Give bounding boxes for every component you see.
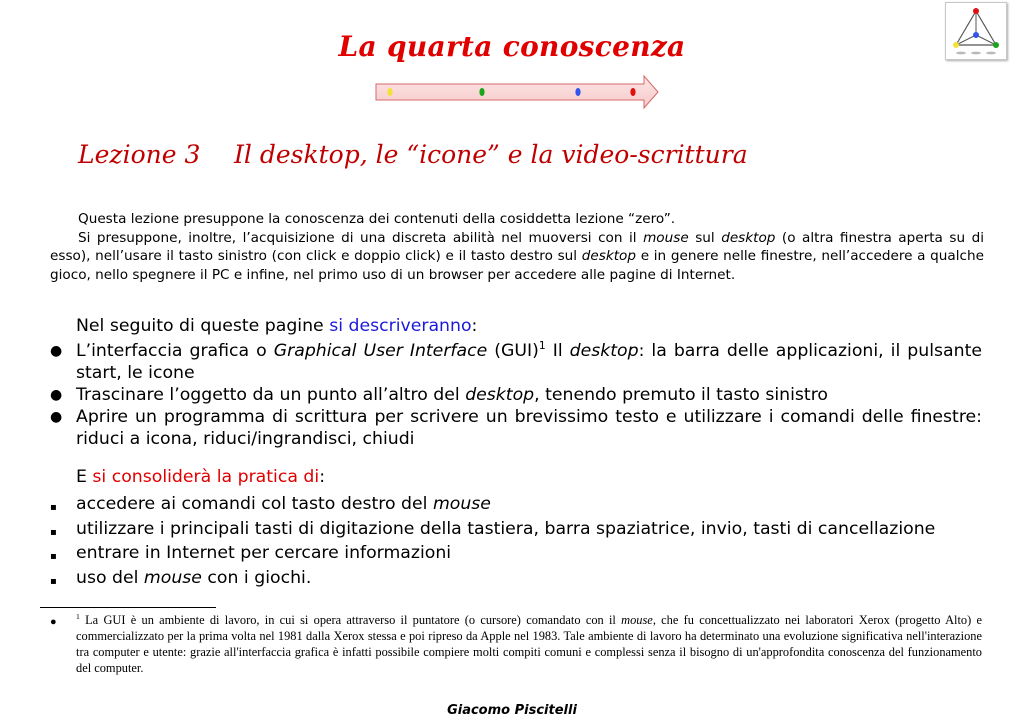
- list-item: ▪ accedere ai comandi col tasto destro del mouse: [50, 492, 982, 517]
- page-title: La quarta conoscenza: [338, 30, 686, 63]
- list-item: ▪ entrare in Internet per cercare informazioni: [50, 541, 982, 566]
- section1-highlight: si descriveranno: [329, 316, 472, 336]
- author-name: Giacomo Piscitelli: [447, 703, 577, 718]
- arrow-dot-red: [630, 88, 635, 96]
- section2-highlight: si consoliderà la pratica di: [92, 467, 320, 487]
- square-bullet-icon: ▪: [50, 575, 57, 587]
- footnote-separator: [40, 607, 216, 608]
- section2-lead: E si consoliderà la pratica di:: [76, 467, 326, 487]
- bullet-icon: ●: [50, 387, 63, 403]
- footnote-number: 1: [76, 611, 80, 621]
- bullet-icon: ●: [50, 616, 57, 628]
- lesson-number: Lezione 3: [78, 140, 201, 169]
- section1-list: [50, 340, 982, 450]
- lesson-heading: [78, 140, 748, 169]
- tetrahedron-logo-icon: [946, 3, 1006, 59]
- square-bullet-icon: ▪: [50, 502, 57, 513]
- arrow-dot-green: [479, 88, 484, 96]
- bullet-icon: ●: [50, 343, 63, 359]
- intro-paragraph-1: Questa lezione presuppone la conoscenza dei contenuti della cosiddetta lezione “zero”.: [78, 211, 676, 227]
- lesson-title: Il desktop, le “icone” e la video-scrittura: [234, 140, 748, 169]
- intro-paragraph-2: Si presuppone, inoltre, l’acquisizione di una discreta abilità nel muoversi con il mouse sul desktop (o altra finestra aperta su di esso), nell’usare il tasto sinistro (con click e doppio click) e il tasto destro sul desktop e in genere nelle finestre, nell’accedere a qualche gioco, nello spegnere il PC e infine, nel primo uso di un browser per accedere alle pagine di Internet.: [50, 229, 984, 283]
- intro-text: [50, 210, 984, 284]
- arrow-dot-yellow: [387, 88, 392, 96]
- square-bullet-icon: ▪: [50, 551, 57, 562]
- list-item: ● Aprire un programma di scrittura per scrivere un brevissimo testo e utilizzare i comandi delle finestre: riduci a icona, riduci/ingrandisci, chiudi: [50, 407, 982, 449]
- square-bullet-icon: ▪: [50, 526, 57, 538]
- decorative-arrow: [372, 74, 662, 110]
- section1-lead: Nel seguito di queste pagine si descriveranno:: [76, 316, 478, 336]
- section2-list: [50, 492, 982, 590]
- bullet-icon: ●: [50, 409, 63, 425]
- footnote: ● $^1$ La GUI è un ambiente di lavoro, in cui si opera attraverso il puntatore (o cursore) comandato con il mouse, che fu concettualizzato nei laboratori Xerox (progetto Alto) e commercializzato per la prima volta nel 1981 dalla Xerox stessa e poi ripreso da Apple nel 1983. Tale ambiente di lavoro ha determinato una evoluzione significativa nell'interazione tra computer e utente: grazie all'interfaccia grafica è infatti possibile compiere molti compiti comuni e complessi senza il bisogno di un'approfondita conoscenza del funzionamento del computer.: [50, 611, 982, 675]
- list-item: ▪ utilizzare i principali tasti di digitazione della tastiera, barra spaziatrice, invio, tasti di cancellazione: [50, 517, 982, 542]
- logo: [945, 2, 1007, 60]
- list-item: ● L’interfaccia grafica o Graphical User Interface (GUI)$^1$ Il desktop: la barra delle applicazioni, il pulsante start, le icone: [50, 339, 982, 383]
- list-item: ● Trascinare l’oggetto da un punto all’altro del desktop, tenendo premuto il tasto sinistro: [50, 385, 828, 405]
- arrow-dot-blue: [575, 88, 580, 96]
- list-item: ▪ uso del mouse con i giochi.: [50, 566, 982, 591]
